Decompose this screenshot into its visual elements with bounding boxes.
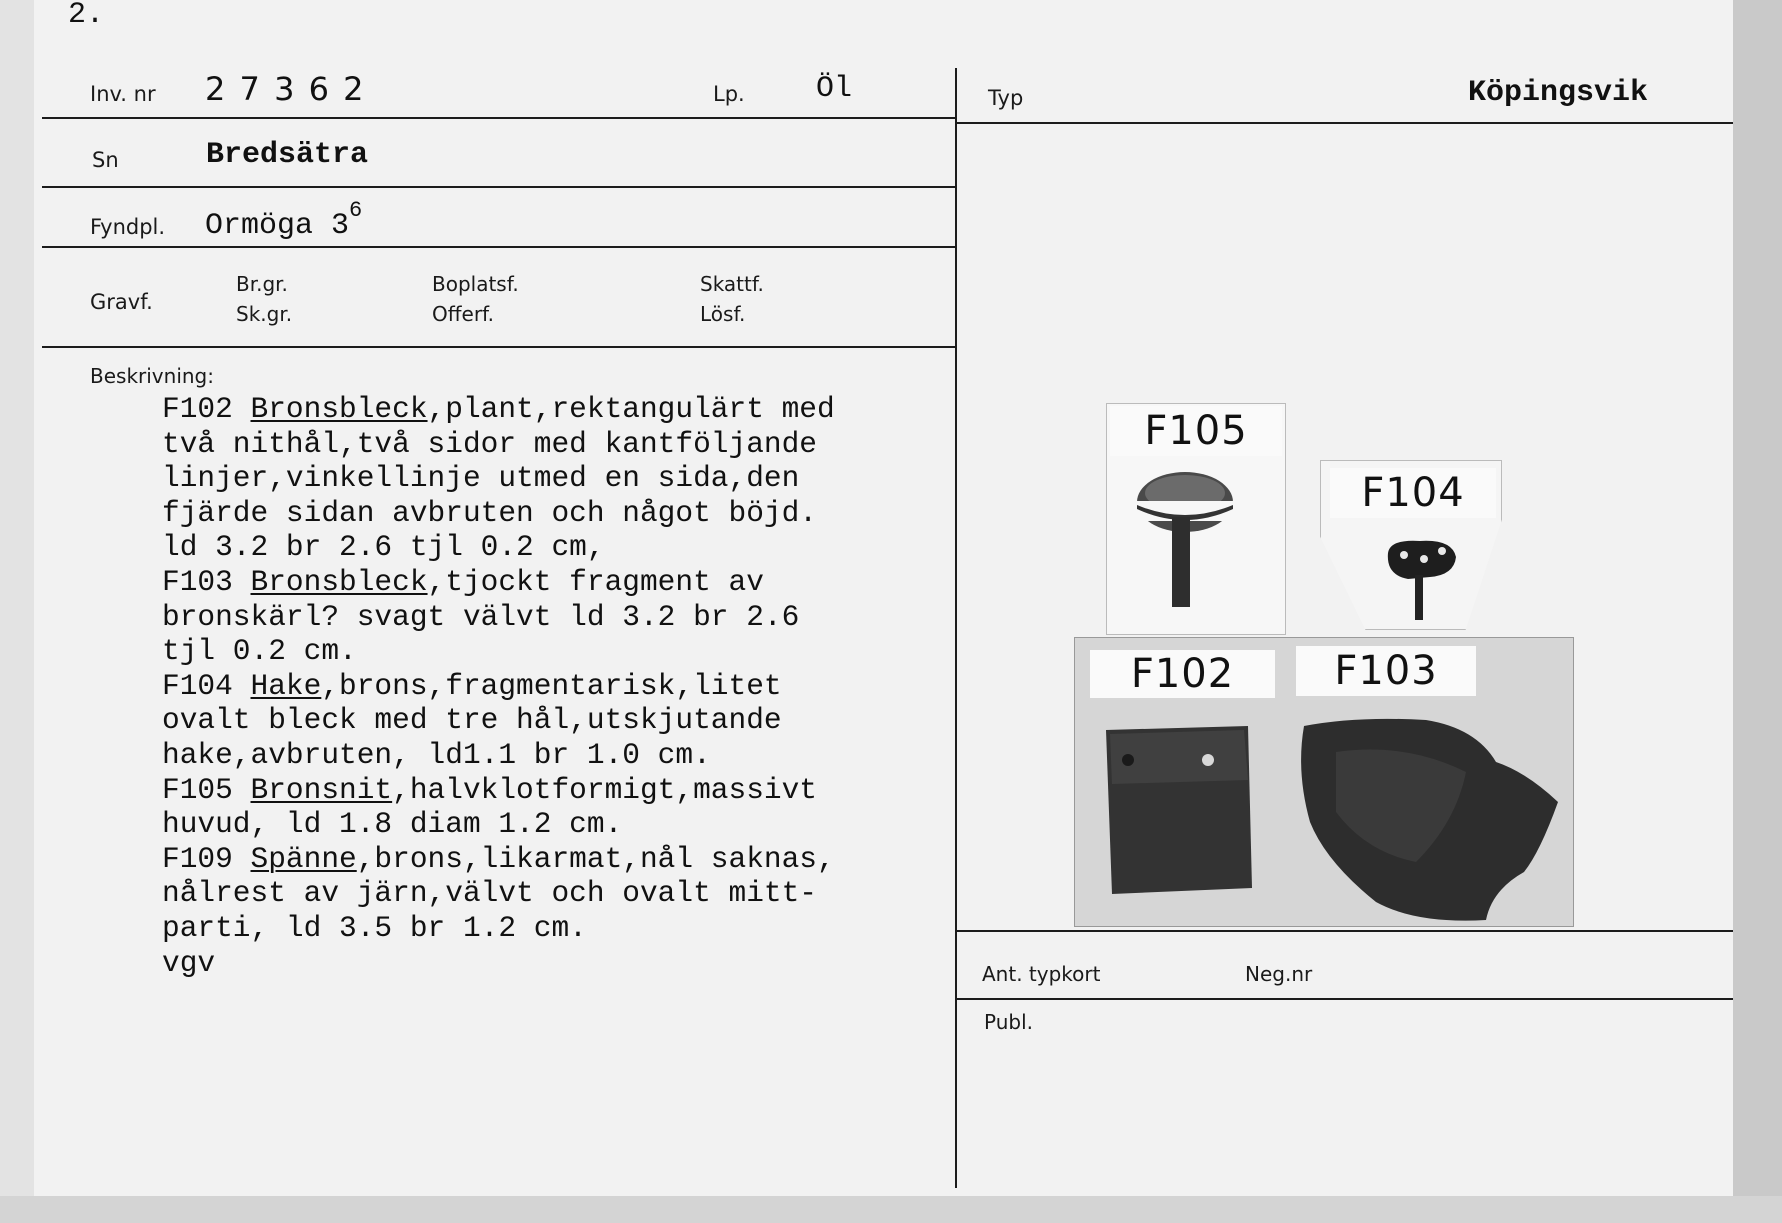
card-right-edge: [1733, 0, 1782, 1223]
description-segment: F104: [162, 668, 251, 703]
fyndpl-superscript: 6: [349, 198, 363, 223]
rule-ant: [955, 998, 1733, 1000]
description-segment: vgv: [162, 945, 216, 980]
description-text: [162, 392, 835, 980]
description-segment: F109: [162, 841, 251, 876]
rule-gravf: [42, 346, 955, 348]
gravf-option-boplatsf: Boplatsf.: [432, 272, 519, 296]
sn-label: Sn: [92, 148, 119, 172]
object-name: Bronsbleck: [250, 564, 428, 599]
description-line: [162, 530, 835, 565]
gravf-label: Gravf.: [90, 290, 153, 314]
description-segment: ,brons,fragmentarisk,litet: [321, 668, 782, 703]
description-line: [162, 911, 835, 946]
object-name: Bronsbleck: [250, 392, 428, 426]
photo-label-f104: F104: [1330, 468, 1496, 518]
description-line: [162, 392, 835, 427]
typ-label: Typ: [988, 86, 1024, 110]
description-segment: ,tjockt fragment av: [427, 564, 764, 599]
description-segment: fjärde sidan avbruten och något böjd.: [162, 495, 818, 530]
object-name: Bronsnit: [250, 772, 393, 807]
rule-typ: [955, 122, 1733, 124]
gravf-option-losf: Lösf.: [700, 302, 746, 326]
photo-label-f103: F103: [1296, 646, 1476, 696]
description-segment: parti, ld 3.5 br 1.2 cm.: [162, 910, 587, 945]
inv-nr-value: 2 7 3 6 2: [205, 70, 366, 108]
gravf-option-skattf: Skattf.: [700, 272, 764, 296]
description-line: [162, 565, 835, 600]
fyndpl-value: [205, 198, 363, 243]
gravf-option-br-gr: Br.gr.: [236, 272, 288, 296]
photo-label-f102: F102: [1090, 650, 1275, 698]
rivet-f105-image: [1130, 465, 1250, 615]
sn-value: Bredsätra: [206, 138, 369, 172]
rule-photo-bottom: [955, 930, 1733, 932]
description-line: [162, 496, 835, 531]
description-line: [162, 946, 835, 981]
description-segment: två nithål,två sidor med kantföljande: [162, 426, 818, 461]
hook-f104-image: [1380, 535, 1460, 625]
description-segment: F102: [162, 392, 251, 426]
object-name: Hake: [250, 668, 322, 703]
description-segment: ovalt bleck med tre hål,utskjutande: [162, 703, 782, 738]
description-segment: hake,avbruten, ld1.1 br 1.0 cm.: [162, 737, 711, 772]
rule-sn: [42, 186, 955, 188]
card-bottom-edge: [0, 1196, 1782, 1223]
fyndpl-text: Ormöga 3: [205, 209, 350, 243]
description-line: [162, 461, 835, 496]
description-line: [162, 427, 835, 462]
ant-typkort-label: Ant. typkort: [982, 962, 1101, 986]
description-line: [162, 634, 835, 669]
column-divider: [955, 68, 957, 1188]
object-name: Spänne: [250, 841, 357, 876]
sheet-f102-image: [1100, 720, 1260, 900]
rule-fyndpl: [42, 246, 955, 248]
gravf-option-offerf: Offerf.: [432, 302, 494, 326]
vessel-fragment-f103-image: [1296, 712, 1566, 927]
description-segment: ,brons,likarmat,nål saknas,: [356, 841, 835, 876]
description-segment: F103: [162, 564, 251, 599]
description-segment: F105: [162, 772, 251, 807]
description-line: [162, 773, 835, 808]
description-segment: nålrest av järn,välvt och ovalt mitt-: [162, 876, 818, 911]
description-segment: ,halvklotformigt,massivt: [392, 772, 818, 807]
description-line: [162, 669, 835, 704]
description-line: [162, 842, 835, 877]
card-left-edge: [0, 0, 34, 1223]
description-segment: ,plant,rektangulärt med: [427, 392, 835, 426]
neg-nr-label: Neg.nr: [1245, 962, 1313, 986]
photo-label-f105: F105: [1110, 406, 1282, 456]
description-line: [162, 876, 835, 911]
gravf-option-sk-gr: Sk.gr.: [236, 302, 293, 326]
typ-value: Köpingsvik: [1468, 76, 1649, 110]
description-line: [162, 703, 835, 738]
rule-inv: [42, 117, 955, 119]
description-segment: tjl 0.2 cm.: [162, 634, 357, 669]
publ-label: Publ.: [984, 1010, 1033, 1034]
description-line: [162, 807, 835, 842]
description-segment: huvud, ld 1.8 diam 1.2 cm.: [162, 807, 623, 842]
description-line: [162, 600, 835, 635]
lp-value: Öl: [816, 72, 853, 106]
description-line: [162, 738, 835, 773]
fyndpl-label: Fyndpl.: [90, 215, 166, 239]
corner-number: 2.: [68, 0, 105, 32]
description-segment: bronskärl? svagt välvt ld 3.2 br 2.6: [162, 599, 800, 634]
description-segment: linjer,vinkellinje utmed en sida,den: [162, 461, 800, 496]
beskrivning-label: Beskrivning:: [90, 364, 214, 388]
description-segment: ld 3.2 br 2.6 tjl 0.2 cm,: [162, 530, 605, 565]
inv-nr-label: Inv. nr: [90, 82, 156, 106]
lp-label: Lp.: [713, 82, 745, 106]
